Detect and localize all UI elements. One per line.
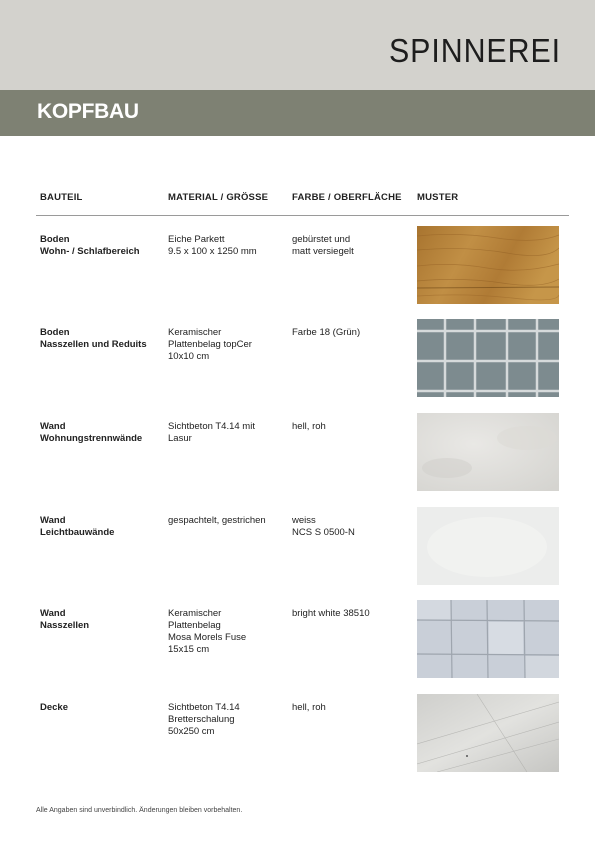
table-row (0, 313, 595, 393)
glazed-concrete-swatch (417, 413, 559, 491)
column-header-farbe: FARBE / OBERFLÄCHE (292, 192, 402, 203)
table-row (0, 407, 595, 487)
farbe-cell: hell, roh (292, 702, 326, 713)
material-cell: Keramischer Plattenbelag topCer 10x10 cm (168, 327, 252, 362)
bauteil-cell: Boden Nasszellen und Reduits (40, 327, 147, 350)
table-row (0, 501, 595, 581)
bauteil-cell: Wand Nasszellen (40, 608, 90, 631)
column-header-material: MATERIAL / GRÖSSE (168, 192, 269, 203)
table-row (0, 220, 595, 300)
farbe-cell: hell, roh (292, 421, 326, 432)
board-concrete-swatch (417, 694, 559, 772)
table-row (0, 688, 595, 768)
column-header-bauteil: BAUTEIL (40, 192, 83, 203)
logo-text: SPINNEREI (389, 32, 561, 68)
spinnerei-logo (389, 32, 561, 68)
farbe-cell: bright white 38510 (292, 608, 370, 619)
bauteil-cell: Decke (40, 702, 68, 713)
material-cell: Keramischer Plattenbelag Mosa Morels Fuse 15x15 cm (168, 608, 247, 655)
material-cell: Sichtbeton T4.14 mit Lasur (168, 421, 255, 444)
green-tile-swatch (417, 319, 559, 397)
material-cell: Eiche Parkett 9.5 x 100 x 1250 mm (168, 234, 257, 257)
disclaimer-note: Alle Angaben sind unverbindlich. Änderungen bleiben vorbehalten. (36, 807, 243, 814)
white-tile-swatch (417, 600, 559, 678)
white-plaster-swatch (417, 507, 559, 585)
bauteil-cell: Wand Wohnungstrennwände (40, 421, 143, 444)
material-cell: gespachtelt, gestrichen (168, 515, 266, 526)
header-divider (36, 215, 569, 216)
farbe-cell: Farbe 18 (Grün) (292, 327, 361, 338)
material-cell: Sichtbeton T4.14 Bretterschalung 50x250 cm (168, 702, 240, 737)
farbe-cell: weiss NCS S 0500-N (292, 515, 355, 538)
page-title: KOPFBAU (37, 100, 139, 123)
table-row (0, 594, 595, 674)
bauteil-cell: Boden Wohn- / Schlafbereich (40, 234, 140, 257)
oak-parquet-swatch (417, 226, 559, 304)
column-header-muster: MUSTER (417, 192, 459, 203)
farbe-cell: gebürstet und matt versiegelt (292, 234, 354, 257)
bauteil-cell: Wand Leichtbauwände (40, 515, 115, 538)
